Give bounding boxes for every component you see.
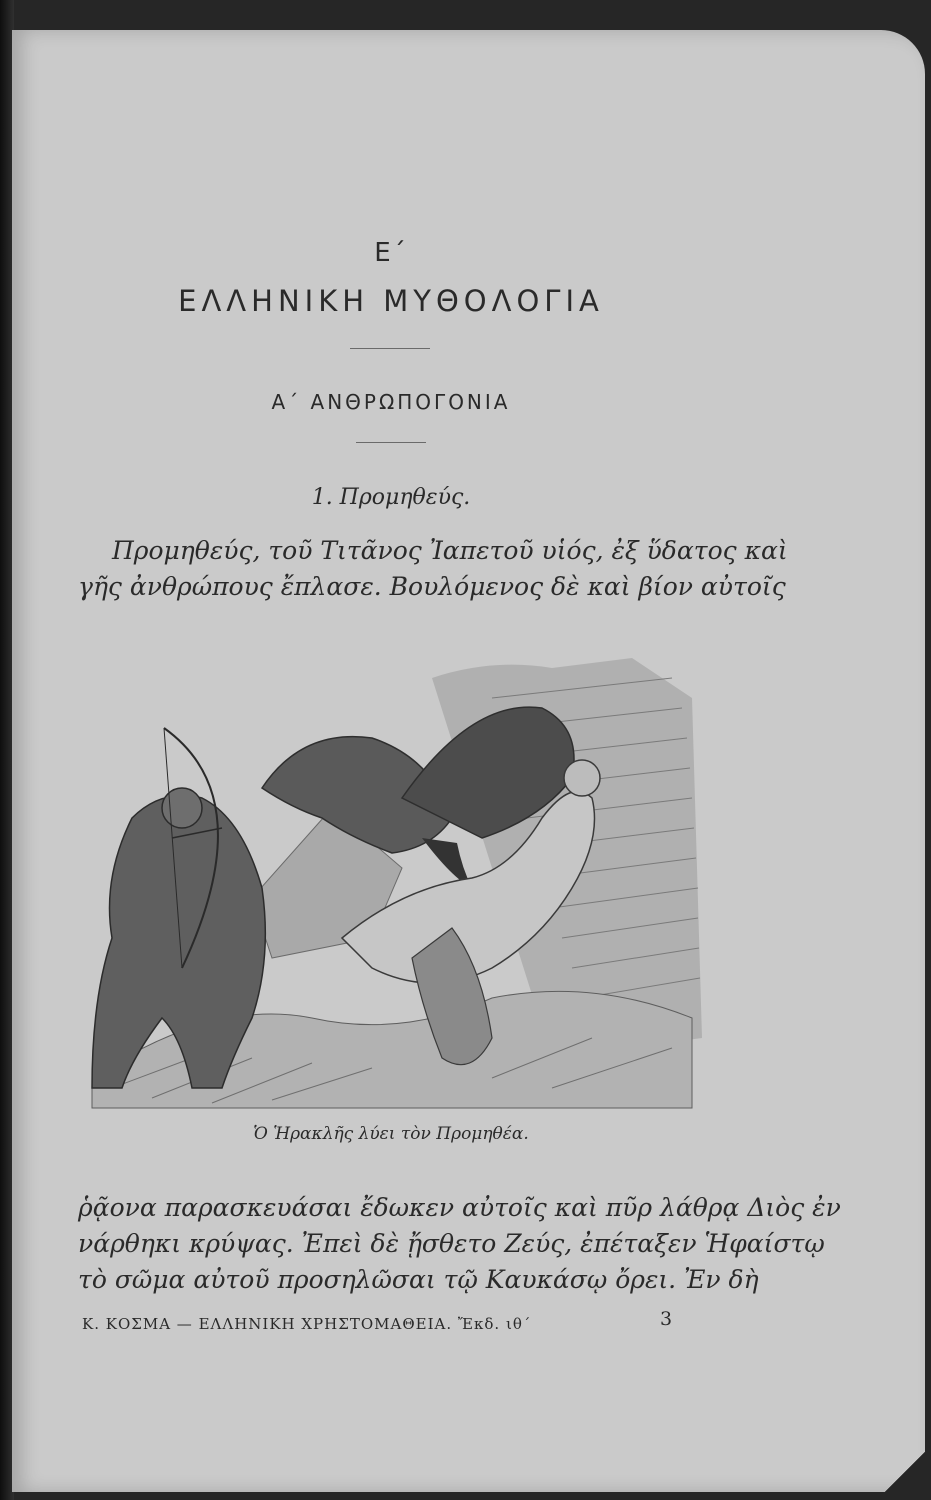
body-text-line: γῆς ἀνθρώπους ἔπλασε. Βουλόμενος δὲ καὶ βίον αὐτοῖς: [78, 572, 786, 601]
torn-page-corner: [885, 1452, 925, 1492]
body-text-line: τὸ σῶμα αὐτοῦ προσηλῶσαι τῷ Καυκάσῳ ὄρει. Ἐν δὴ: [78, 1265, 759, 1294]
chapter-title: Α΄ ΑΝΘΡΩΠΟΓΟΝΙΑ: [271, 390, 511, 414]
main-title: ΕΛΛΗΝΙΚΗ ΜΥΘΟΛΟΓΙΑ: [178, 284, 604, 318]
title-divider: [350, 348, 430, 349]
page-number: 3: [660, 1308, 673, 1330]
book-page: [12, 30, 925, 1492]
body-text-line: νάρθηκι κρύψας. Ἐπεὶ δὲ ᾔσθετο Ζεύς, ἐπέταξεν Ἡφαίστῳ: [78, 1229, 825, 1258]
engraving-illustration: [72, 638, 712, 1114]
section-heading: 1. Προμηθεύς.: [311, 485, 471, 510]
body-text-line: ῥᾷονα παρασκευάσαι ἔδωκεν αὐτοῖς καὶ πῦρ λάθρᾳ Διὸς ἐν: [78, 1193, 841, 1222]
section-letter: Ε΄: [374, 238, 408, 268]
illustration-caption: Ὁ Ἡρακλῆς λύει τὸν Προμηθέα.: [253, 1124, 529, 1144]
heracles-figure: [92, 788, 265, 1088]
footer-signature: Κ. ΚΟΣΜΑ — ΕΛΛΗΝΙΚΗ ΧΡΗΣΤΟΜΑΘΕΙΑ. Ἔκδ. ιθ΄: [82, 1315, 532, 1333]
chapter-divider: [356, 442, 426, 443]
body-text-line: Προμηθεύς, τοῦ Τιτᾶνος Ἰαπετοῦ υἱός, ἐξ ὕδατος καὶ: [112, 536, 788, 565]
